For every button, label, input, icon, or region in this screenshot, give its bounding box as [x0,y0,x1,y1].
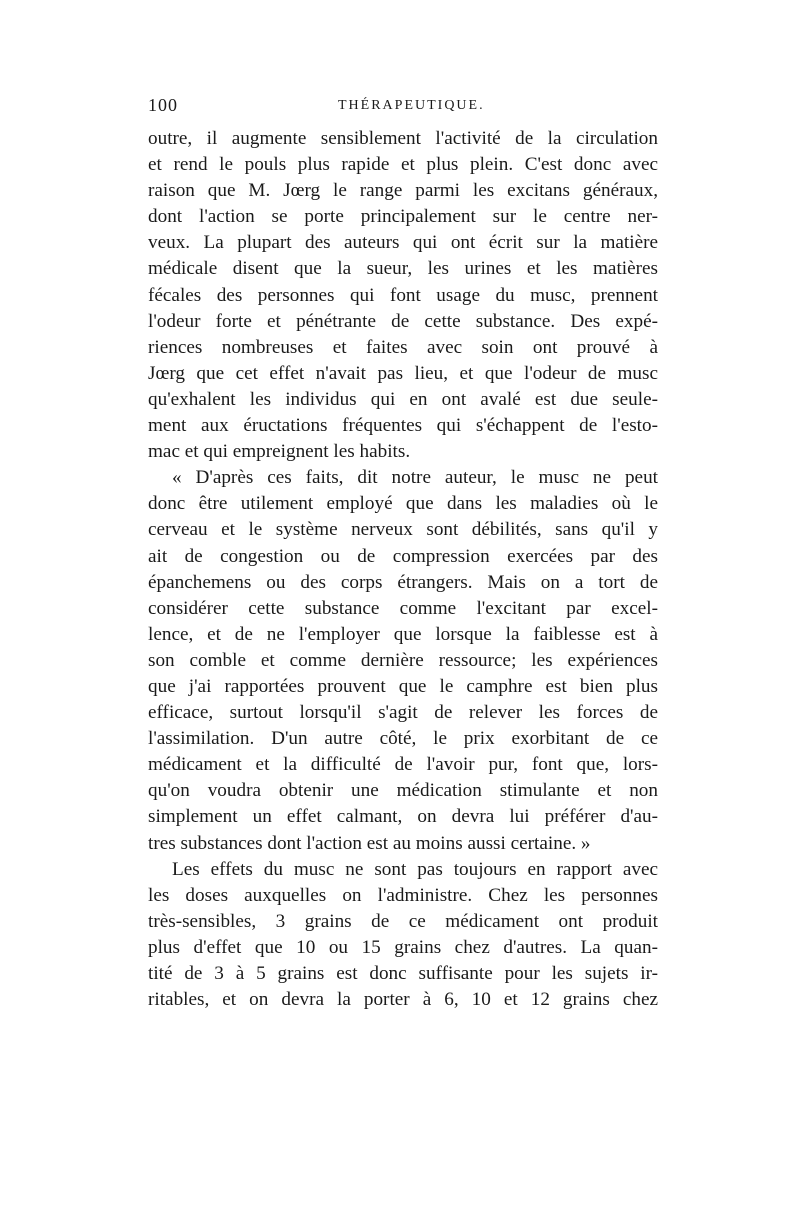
text-line: médicament et la difficulté de l'avoir pur, font que, lors- [148,754,658,776]
text-line: mac et qui empreignent les habits. [148,441,411,463]
text-line: dont l'action se porte principalement sur le centre ner- [148,206,658,228]
text-line: très-sensibles, 3 grains de ce médicament ont produit [148,910,658,932]
text-line: l'odeur forte et pénétrante de cette substance. Des expé- [148,310,658,332]
text-line: Jœrg que cet effet n'avait pas lieu, et que l'odeur de musc [148,362,658,384]
text-line: cerveau et le système nerveux sont débilités, sans qu'il y [148,519,658,541]
running-title: THÉRAPEUTIQUE. [338,98,485,113]
text-line: efficace, surtout lorsqu'il s'agit de relever les forces de [148,702,658,724]
text-line: considérer cette substance comme l'excitant par excel- [148,597,658,619]
text-line: fécales des personnes qui font usage du musc, prennent [148,284,658,306]
text-line: tité de 3 à 5 grains est donc suffisante pour les sujets ir- [148,963,658,984]
text-line: épanchemens ou des corps étrangers. Mais on a tort de [148,571,658,593]
page-number: 100 [148,95,178,115]
text-line: et rend le pouls plus rapide et plus plein. C'est donc avec [148,154,658,176]
text-line: ment aux éructations fréquentes qui s'échappent de l'esto- [148,415,658,437]
text-line: qu'on voudra obtenir une médication stimulante et non [148,780,658,802]
text-line: outre, il augmente sensiblement l'activité de la circulation [148,128,658,149]
text-line: ritables, et on devra la porter à 6, 10 et 12 grains chez [148,989,658,1011]
text-line: donc être utilement employé que dans les maladies où le [148,493,658,515]
text-line: Les effets du musc ne sont pas toujours en rapport avec [172,858,658,880]
text-line: médicale disent que la sueur, les urines et les matières [148,258,658,280]
text-line: l'assimilation. D'un autre côté, le prix exorbitant de ce [148,728,658,750]
text-line: raison que M. Jœrg le range parmi les excitans généraux, [148,180,658,202]
body-text [148,126,658,1013]
text-line: lence, et de ne l'employer que lorsque la faiblesse est à [148,623,658,645]
text-line: son comble et comme dernière ressource; les expériences [148,649,658,671]
text-line: riences nombreuses et faites avec soin ont prouvé à [148,336,658,358]
paragraph [148,465,658,856]
text-line: ait de congestion ou de compression exercées par des [148,545,658,567]
paragraph [148,857,658,1014]
text-line: simplement un effet calmant, on devra lui préférer d'au- [148,806,658,828]
text-line: « D'après ces faits, dit notre auteur, le musc ne peut [172,467,658,489]
text-line: qu'exhalent les individus qui en ont avalé est due seule- [148,388,658,410]
text-line: plus d'effet que 10 ou 15 grains chez d'autres. La quan- [148,936,658,958]
text-line: que j'ai rapportées prouvent que le camphre est bien plus [148,675,658,697]
paragraph [148,126,658,465]
page-header [148,95,658,125]
text-line: les doses auxquelles on l'administre. Chez les personnes [148,884,658,906]
text-line: veux. La plupart des auteurs qui ont écrit sur la matière [148,232,658,254]
text-line: tres substances dont l'action est au moins aussi certaine. » [148,832,591,854]
